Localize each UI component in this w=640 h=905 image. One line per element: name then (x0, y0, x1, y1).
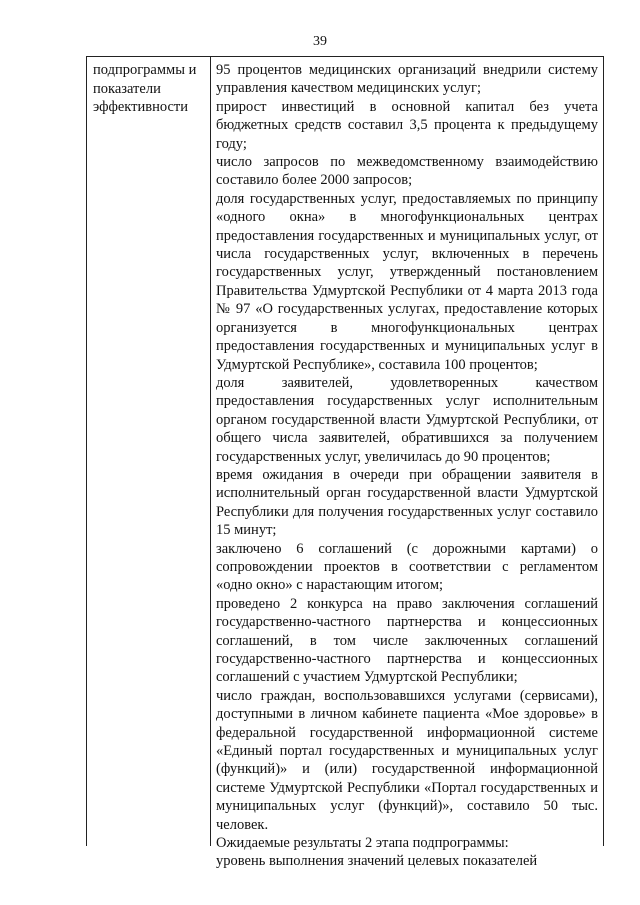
paragraph: заключено 6 соглашений (с дорожными картами) о сопровождении проектов в соответствии с регламентом «одно окно» с нарастающим итогом; (216, 540, 598, 594)
paragraph: уровень выполнения значений целевых показателей (216, 853, 538, 870)
left-column-header (87, 57, 211, 846)
paragraph: 95 процентов медицинских организаций внедрили систему управления качеством медицинских услуг; (216, 62, 598, 97)
paragraph: число запросов по межведомственному взаимодействию составило более 2000 запросов; (216, 154, 598, 189)
document-table (86, 56, 604, 870)
left-column-line: эффективности (93, 99, 188, 115)
paragraph: доля государственных услуг, предоставляемых по принципу «одного окна» в многофункциональных центрах предоставления государственных и муниципальных услуг, от числа государственных услуг, включенных в перечень государственных услуг, утвержденный постановлением Правительства Удмуртской Республики от 4 марта 2013 года № 97 «О государственных услугах, предоставление которых организуется в многофункциональных центрах предоставления государственных и муниципальных услуг в Удмуртской Республике», составила 100 процентов; (216, 190, 598, 373)
page-number: 39 (313, 34, 327, 49)
left-column-line: показатели (93, 80, 161, 97)
paragraph: проведено 2 конкурса на право заключения соглашений государственно-частного партнерства и концессионных соглашений, в том числе заключенных соглашений государственно-частного партнерства и концессионных соглашений с участием Удмуртской Республики; (216, 595, 598, 686)
paragraph: число граждан, воспользовавшихся услугами (сервисами), доступными в личном кабинете пациента «Мое здоровье» в федеральной государственной информационной системе «Единый портал государственных и муниципальных услуг (функций)» и (или) государственной информационной системе Удмуртской Республики «Портал государственных и муниципальных услуг (функций)», составило 50 тыс. человек. (216, 687, 598, 833)
right-column-content (211, 57, 603, 870)
paragraph: доля заявителей, удовлетворенных качеством предоставления государственных услуг исполнительным органом государственной власти Удмуртской Республики, от общего числа заявителей, обратившихся за получением государственных услуг, увеличилась до 90 процентов; (216, 374, 598, 465)
left-column-line: подпрограммы и (93, 62, 197, 78)
paragraph: прирост инвестиций в основной капитал без учета бюджетных средств составил 3,5 процента к предыдущему году; (216, 98, 598, 152)
paragraph: время ожидания в очереди при обращении заявителя в исполнительный орган государственной власти Удмуртской Республики для получения государственных услуг составило 15 минут; (216, 466, 598, 539)
paragraph: Ожидаемые результаты 2 этапа подпрограммы: (216, 835, 509, 852)
